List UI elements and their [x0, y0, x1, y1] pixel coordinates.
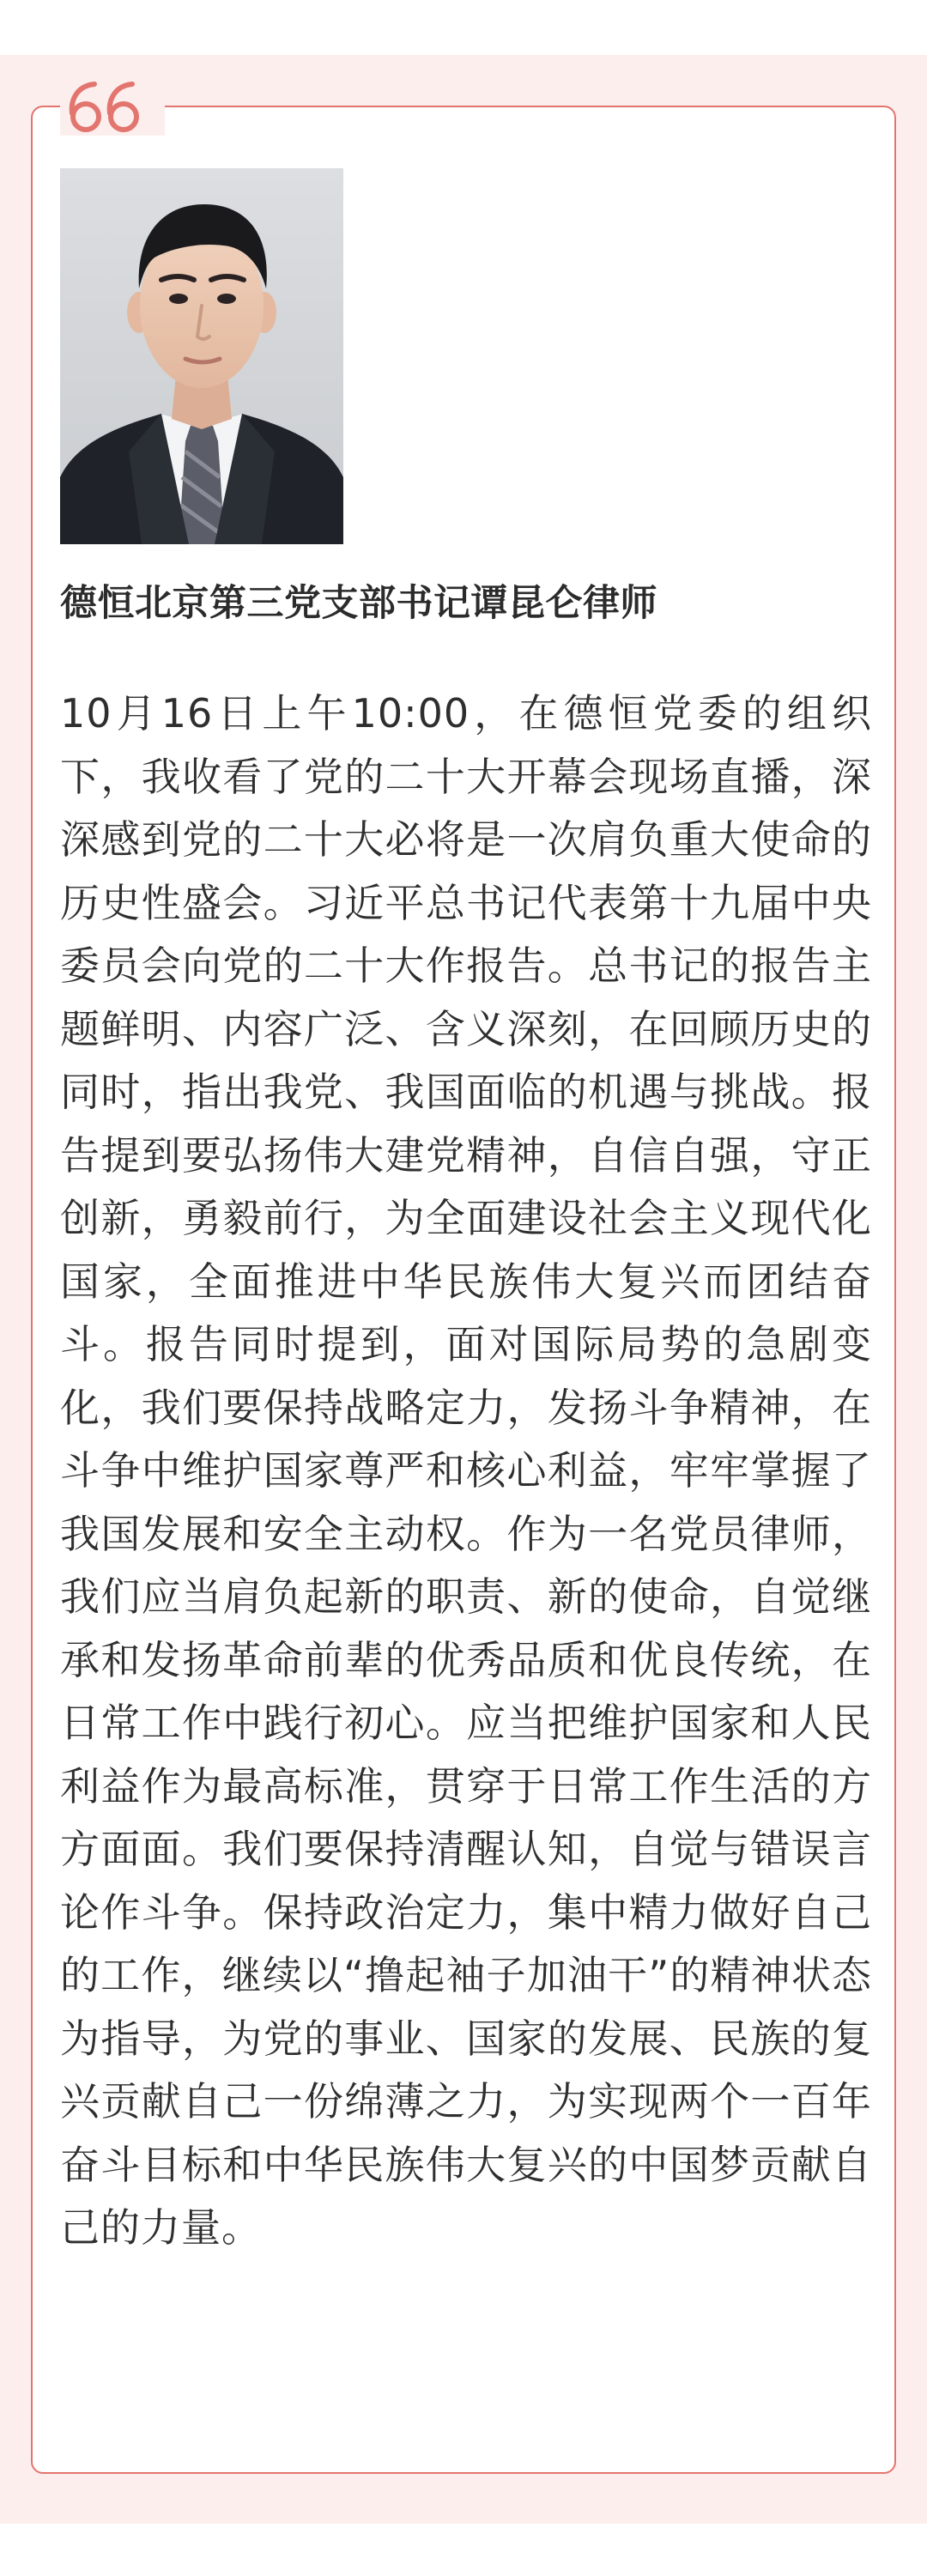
article-body-text: 10月16日上午10:00，在德恒党委的组织下，我收看了党的二十大开幕会现场直播，深深感到党的二十大必将是一次肩负重大使命的历史性盛会。习近平总书记代表第十九届中央委员会向党的二十大作报告。总书记的报告主题鲜明、内容广泛、含义深刻，在回顾历史的同时，指出我党、我国面临的机遇与挑战。报告提到要弘扬伟大建党精神，自信自强，守正创新，勇毅前行，为全面建设社会主义现代化国家，全面推进中华民族伟大复兴而团结奋斗。报告同时提到，面对国际局势的急剧变化，我们要保持战略定力，发扬斗争精神，在斗争中维护国家尊严和核心利益，牢牢掌握了我国发展和安全主动权。作为一名党员律师，我们应当肩负起新的职责、新的使命，自觉继承和发扬革命前辈的优秀品质和优良传统，在日常工作中践行初心。应当把维护国家和人民利益作为最高标准，贯穿于日常工作生活的方方面面。我们要保持清醒认知，自觉与错误言论作斗争。保持政治定力，集中精力做好自己的工作，继续以“撸起袖子加油干”的精神状态为指导，为党的事业、国家的发展、民族的复兴贡献自己一份绵薄之力，为实现两个一百年奋斗目标和中华民族伟大复兴的中国梦贡献自己的力量。	[60, 690, 872, 2251]
quotation-mark-icon	[60, 74, 165, 136]
author-heading: 德恒北京第三党支部书记谭昆仑律师	[60, 582, 657, 625]
lawyer-portrait-photo	[60, 168, 343, 544]
